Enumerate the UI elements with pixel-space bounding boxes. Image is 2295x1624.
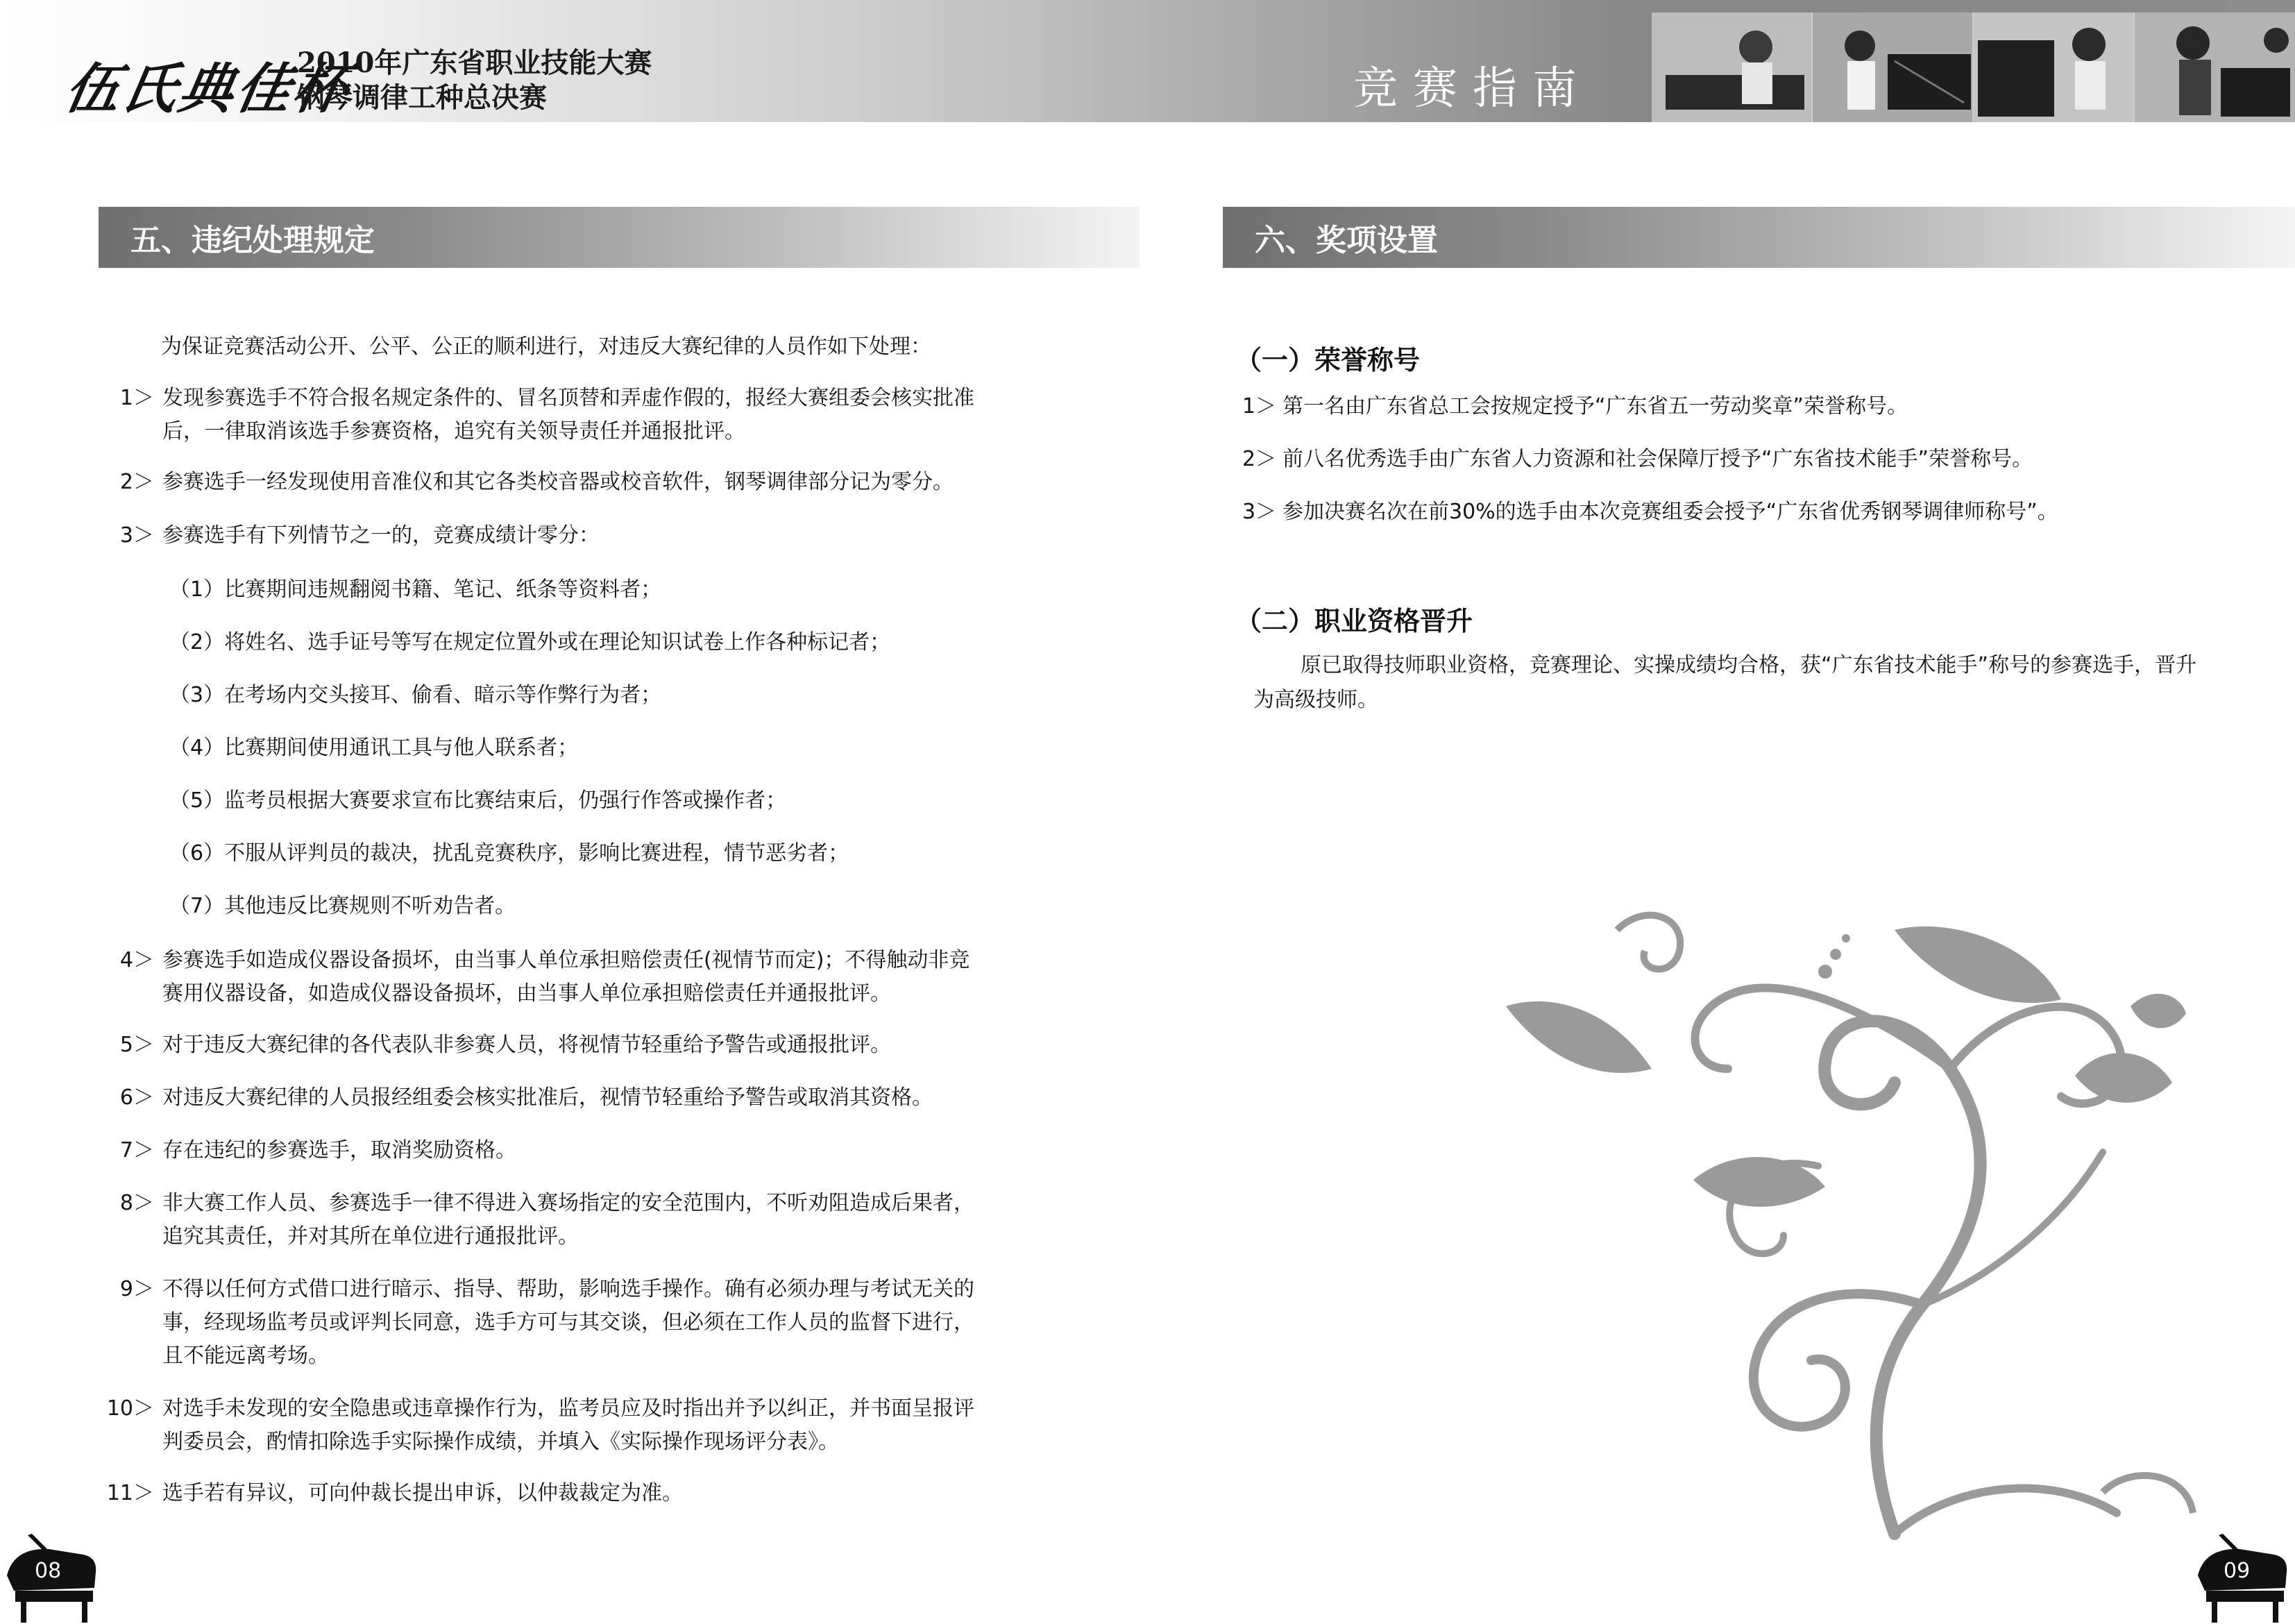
rule-number: 7＞ [119,1138,154,1162]
event-title-line2: 钢琴调律工种总决赛 [297,81,547,114]
section-heading-awards: 六、奖项设置 [1223,207,2295,268]
rule-line: 非大赛工作人员、参赛选手一律不得进入赛场指定的安全范围内，不听劝阻造成后果者， [162,1191,974,1215]
sub-rule: （7）其他违反比赛规则不听劝告者。 [169,894,516,918]
rule-number: 1＞ [119,386,154,410]
honor-item [1242,390,1908,423]
rule-text [162,1392,1169,1459]
honor-item [1242,443,2033,476]
rule-number: 4＞ [119,948,154,972]
rule-number: 5＞ [119,1033,154,1057]
event-title-line1: 2010年广东省职业技能大赛 [297,46,652,79]
rule-line: 追究其责任，并对其所在单位进行通报批评。 [162,1224,579,1249]
rule-line: 存在违纪的参赛选手，取消奖励资格。 [162,1138,516,1162]
rule-text [162,944,1169,1010]
page-number-left: 08 [35,1559,62,1583]
rule-line: 不得以任何方式借口进行暗示、指导、帮助，影响选手操作。确有必须办理与考试无关的 [162,1277,974,1301]
honor-item [1242,496,2058,529]
honor-text: 前八名优秀选手由广东省人力资源和社会保障厅授予“广东省技术能手”荣誉称号。 [1282,447,2033,471]
rule-number: 11＞ [106,1481,154,1505]
rule-line: 参赛选手有下列情节之一的，竞赛成绩计零分： [162,523,600,548]
page-number-right: 09 [2224,1559,2251,1583]
rule-line: 发现参赛选手不符合报名规定条件的、冒名顶替和弄虚作假的，报经大赛组委会核实批准 [162,386,974,410]
rule-line: 对选手未发现的安全隐患或违章操作行为，监考员应及时指出并予以纠正，并书面呈报评 [162,1396,974,1421]
rule-number: 9＞ [119,1277,154,1301]
rule-text [162,1187,1169,1253]
honor-number: 1＞ [1242,394,1277,418]
rule-line: 判委员会，酌情扣除选手实际操作成绩，并填入《实际操作现场评分表》。 [162,1430,839,1454]
event-title-block [297,46,652,115]
brand-logo: 伍氏典佳杯 [60,58,356,121]
rule-line: 对违反大赛纪律的人员报经组委会核实批准后，视情节轻重给予警告或取消其资格。 [162,1085,933,1110]
rule-line: 选手若有异议，可向仲裁长提出申诉，以仲裁裁定为准。 [162,1481,683,1505]
rule-line: 后，一律取消该选手参赛资格，追究有关领导责任并通报批评。 [162,419,745,443]
intro-text: 为保证竞赛活动公开、公平、公正的顺利进行，对违反大赛纪律的人员作如下处理： [161,335,931,359]
floral-ornament [1506,888,2242,1548]
honor-title-heading: （一）荣誉称号 [1235,345,1421,375]
rule-text [162,1081,1169,1115]
section-heading-discipline: 五、违纪处理规定 [99,207,1140,268]
rule-text [162,1273,1169,1373]
promotion-heading: （二）职业资格晋升 [1235,606,1473,636]
rule-number: 6＞ [119,1085,154,1110]
photo-strip [1652,12,2295,122]
sub-rule: （6）不服从评判员的裁决，扰乱竞赛秩序，影响比赛进程，情节恶劣者； [169,841,849,865]
rule-number: 3＞ [119,523,154,548]
promotion-paragraph: 原已取得技师职业资格，竞赛理论、实操成绩均合格，获“广东省技术能手”称号的参赛选手，晋升为高级技师。 [1253,653,2197,712]
rule-text [162,1477,1169,1510]
rule-number: 8＞ [119,1191,154,1215]
rule-line: 事，经现场监考员或评判长同意，选手方可与其交谈，但必须在工作人员的监督下进行， [162,1310,974,1335]
rule-text [162,382,1169,448]
rule-text [162,466,1169,499]
sub-rule: （4）比赛期间使用通讯工具与他人联系者； [169,736,579,760]
rule-number: 2＞ [119,470,154,494]
honor-text: 第一名由广东省总工会按规定授予“广东省五一劳动奖章”荣誉称号。 [1282,394,1908,418]
sub-rule: （3）在考场内交头接耳、偷看、暗示等作弊行为者； [169,683,662,707]
rule-line: 对于违反大赛纪律的各代表队非参赛人员，将视情节轻重给予警告或通报批评。 [162,1033,891,1057]
rule-line: 赛用仪器设备，如造成仪器设备损坏，由当事人单位承担赔偿责任并通报批评。 [162,981,891,1006]
sub-rule: （5）监考员根据大赛要求宣布比赛结束后，仍强行作答或操作者； [169,788,787,813]
rule-text [162,519,1169,552]
sub-rule: （1）比赛期间违规翻阅书籍、笔记、纸条等资料者； [169,577,662,602]
rule-line: 且不能远离考场。 [162,1344,329,1368]
honor-text: 参加决赛名次在前30%的选手由本次竞赛组委会授予“广东省优秀钢琴调律师称号”。 [1282,500,2058,524]
rule-text [162,1029,1169,1062]
rule-number: 10＞ [106,1396,154,1421]
rule-line: 参赛选手如造成仪器设备损坏，由当事人单位承担赔偿责任(视情节而定)；不得触动非竞 [162,948,970,972]
rule-text [162,1134,1169,1167]
rule-line: 参赛选手一经发现使用音准仪和其它各类校音器或校音软件，钢琴调律部分记为零分。 [162,470,954,494]
honor-number: 2＞ [1242,447,1277,471]
sub-rule: （2）将姓名、选手证号等写在规定位置外或在理论知识试卷上作各种标记者； [169,630,891,654]
honor-number: 3＞ [1242,500,1277,524]
banner-section-title: 竞赛指南 [1353,63,1592,115]
